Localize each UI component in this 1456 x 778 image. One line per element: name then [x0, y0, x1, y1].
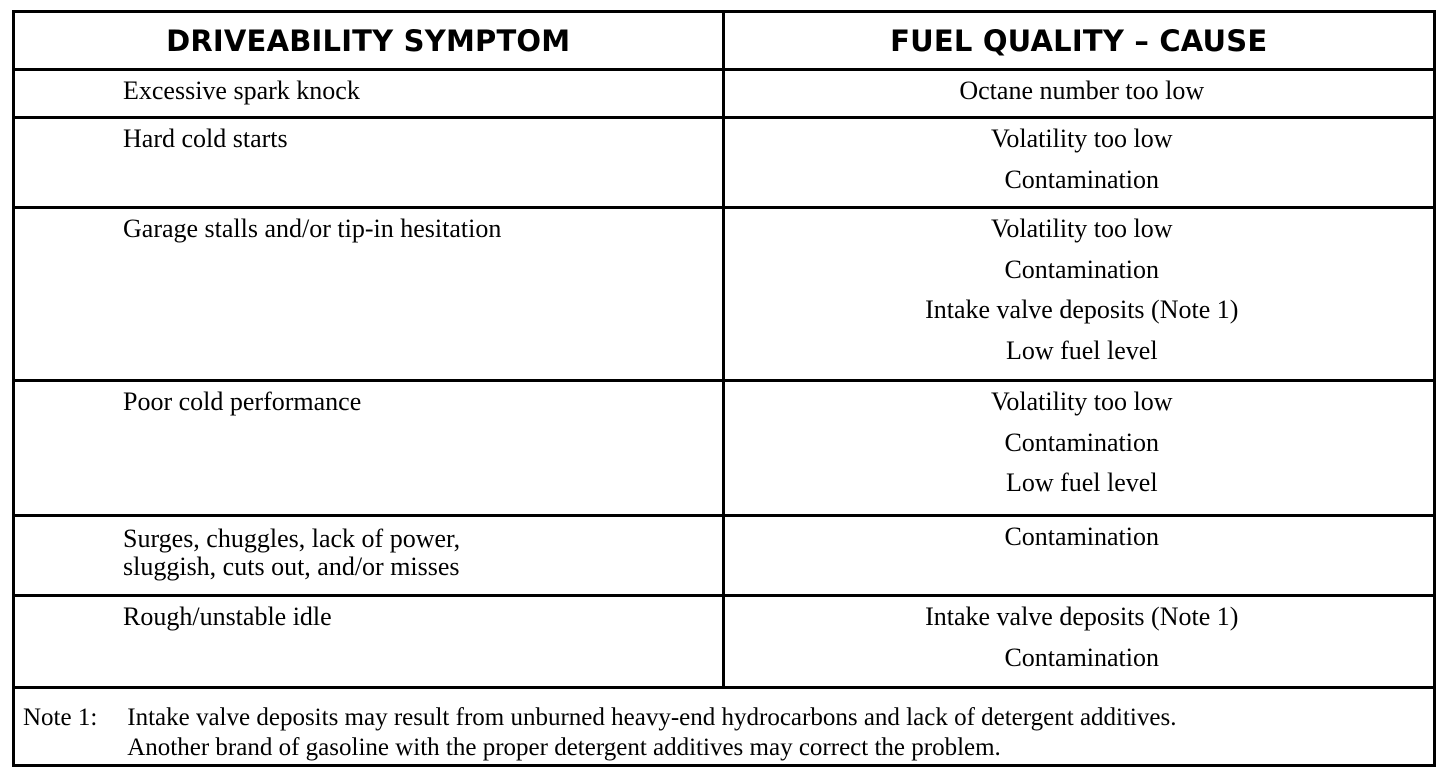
table-row — [15, 516, 1433, 596]
cause-text: Contamination — [1004, 254, 1160, 284]
header-fuel-quality-cause: FUEL QUALITY – CAUSE — [723, 13, 1433, 70]
cause-text: Volatility too low — [990, 214, 1173, 243]
footnote-line: Intake valve deposits may result from unburned heavy-end hydrocarbons and lack of detergent additives. — [127, 704, 1177, 731]
table-row — [15, 596, 1433, 688]
cause-cell — [723, 381, 1433, 516]
footnote-line: Another brand of gasoline with the proper detergent additives may correct the problem. — [127, 734, 1001, 761]
cause-cell — [723, 70, 1433, 118]
cause-text: Contamination — [1004, 642, 1160, 672]
symptom-cause-table — [15, 13, 1433, 689]
document-frame — [12, 10, 1436, 767]
symptom-cell — [15, 208, 723, 381]
cause-cell — [723, 118, 1433, 208]
table-row — [15, 208, 1433, 381]
cause-text: Contamination — [1004, 164, 1160, 194]
cause-text: Contamination — [1004, 427, 1160, 457]
symptom-text: sluggish, cuts out, and/or misses — [123, 552, 460, 581]
cause-text: Low fuel level — [1005, 335, 1158, 365]
cause-cell — [723, 596, 1433, 688]
symptom-text: Excessive spark knock — [123, 76, 360, 105]
symptom-text: Poor cold performance — [123, 387, 362, 416]
table-row — [15, 381, 1433, 516]
symptom-text: Hard cold starts — [123, 124, 288, 153]
cause-text: Contamination — [1004, 522, 1160, 551]
footnote — [23, 703, 1423, 763]
cause-text: Intake valve deposits (Note 1) — [925, 602, 1239, 631]
symptom-text: Surges, chuggles, lack of power, — [123, 524, 461, 553]
cause-cell — [723, 516, 1433, 596]
cause-cell — [723, 208, 1433, 381]
cause-text: Octane number too low — [959, 76, 1205, 105]
symptom-cell — [15, 516, 723, 596]
header-driveability-symptom: DRIVEABILITY SYMPTOM — [15, 13, 723, 70]
symptom-text: Garage stalls and/or tip-in hesitation — [123, 214, 502, 243]
table-row — [15, 118, 1433, 208]
symptom-text: Rough/unstable idle — [123, 602, 332, 631]
table-row — [15, 70, 1433, 118]
footnote-label: Note 1: — [23, 704, 98, 731]
footnote-text — [127, 703, 1417, 763]
cause-text: Low fuel level — [1005, 468, 1158, 497]
cause-text: Volatility too low — [990, 387, 1173, 416]
symptom-cell — [15, 118, 723, 208]
header-row — [15, 13, 1433, 70]
symptom-cell — [15, 70, 723, 118]
symptom-cell — [15, 596, 723, 688]
cause-text: Intake valve deposits (Note 1) — [925, 295, 1239, 324]
symptom-cell — [15, 381, 723, 516]
cause-text: Volatility too low — [990, 124, 1173, 153]
